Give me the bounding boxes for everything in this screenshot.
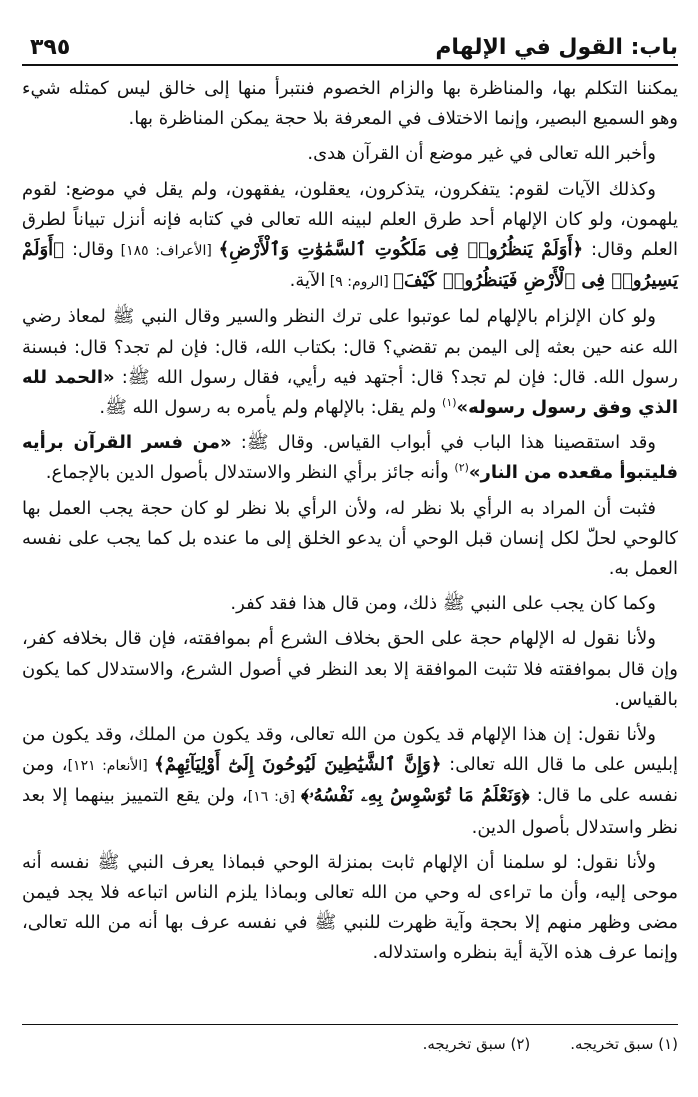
verse-reference: [الأنعام: ١٢١]: [67, 758, 155, 775]
paragraph: ولأنا نقول له الإلهام حجة على الحق بخلاف الشرع أم بموافقته، فإن قال بخلافه كفر، وإن قال بموافقته فلا تثبت الموافقة إلا بعد النظر في أصول الشرع، والاستدلال كما يكون بالقياس.: [22, 628, 678, 710]
footnote: (٢) سبق تخريجه.: [422, 1035, 531, 1053]
footnotes: [22, 1024, 678, 1053]
paragraph: ولأنا نقول: إن هذا الإلهام قد يكون من الله تعالى، وقد يكون من الملك، وقد يكون من إبليس على ما قال الله تعالى: ﴿وَإِنَّ ٱلشَّيَٰطِينَ لَيُوحُونَ إِلَىٰٓ أَوْلِيَآئِهِمْ﴾ [الأنعام: ١٢١]، ومن نفسه على ما قال: ﴿وَنَعْلَمُ مَا تُوَسْوِسُ بِهِۦ نَفْسُهُۥ﴾ [ق: ١٦]، ولن يقع التمييز بينهما إلا بعد نظر واستدلال بأصول الدين.: [22, 724, 678, 838]
quran-quote: ﴿أَوَلَمْ يَسِيرُوا۟ فِى ٱلْأَرْضِ فَيَنظُرُوا۟ كَيْفَ﴾: [22, 239, 678, 292]
chapter-title: باب: القول في الإلهام: [435, 35, 678, 60]
quran-quote: ﴿وَإِنَّ ٱلشَّيَٰطِينَ لَيُوحُونَ إِلَىٰٓ أَوْلِيَآئِهِمْ﴾: [154, 754, 442, 776]
footnote: (١) سبق تخريجه.: [570, 1035, 678, 1053]
paragraph: وكذلك الآيات لقوم: يتفكرون، يتذكرون، يعقلون، يفقهون، ولم يقل في موضع: لقوم يلهمون، ولو كان الإلهام أحد طرق العلم لبينه الله تعالى في كتابه فإنه أنزل تبياناً لطرق العلم وقال: ﴿أَوَلَمْ يَنظُرُوا۟ فِى مَلَكُوتِ ٱلسَّمَٰوَٰتِ وَٱلْأَرْضِ﴾ [الأعراف: ١٨٥] وقال: ﴿أَوَلَمْ يَسِيرُوا۟ فِى ٱلْأَرْضِ فَيَنظُرُوا۟ كَيْفَ﴾ [الروم: ٩] الآية.: [22, 178, 679, 292]
verse-reference: [الروم: ٩]: [325, 274, 394, 291]
paragraph: وأخبر الله تعالى في غير موضع أن القرآن هدى.: [307, 143, 656, 165]
verse-reference: [الأعراف: ١٨٥]: [113, 243, 219, 260]
footnote-ref: (١): [442, 396, 457, 410]
paragraph: ولو كان الإلزام بالإلهام لما عوتبوا على ترك النظر والسير وقال النبي ﷺ لمعاذ رضي الله عنه حين بعثه إلى اليمن بم تقضي؟ قال: بكتاب الله، قال: فإن لم تجد؟ قال: فبسنة رسول الله. قال: فإن لم تجد؟ قال: أجتهد فيه رأيي، فقال رسول الله ﷺ: «الحمد لله الذي وفق رسول رسوله»$^{(١)}$ ولم يقل: بالإلهام ولم يأمره به رسول الله ﷺ.: [22, 306, 678, 419]
quran-quote: ﴿أَوَلَمْ يَنظُرُوا۟ فِى مَلَكُوتِ ٱلسَّمَٰوَٰتِ وَٱلْأَرْضِ﴾: [218, 239, 584, 261]
footnote-ref: (٢): [454, 461, 469, 475]
main-text: [22, 74, 678, 969]
paragraph: فثبت أن المراد به الرأي بلا نظر له، ولأن الرأي بلا نظر لو كان حجة يجب العمل بها كالوحي لحلّ لكل إنسان قبل الوحي أن يدعو الخلق إلى ما عنده بل كما يجب على نفسه العمل به.: [22, 497, 678, 580]
page-header: [22, 0, 678, 66]
paragraph: وكما كان يجب على النبي ﷺ ذلك، ومن قال هذا فقد كفر.: [230, 593, 656, 615]
quran-quote: ﴿وَنَعْلَمُ مَا تُوَسْوِسُ بِهِۦ نَفْسُهُۥ﴾: [301, 785, 530, 807]
verse-reference: [ق: ١٦]: [247, 789, 302, 806]
page-number: ٣٩٥: [30, 35, 71, 60]
paragraph: وقد استقصينا هذا الباب في أبواب القياس. وقال ﷺ: «من فسر القرآن برأيه فليتبوأ مقعده من النار»$^{(٢)}$ وأنه جائز برأي النظر والاستدلال بأصول الدين بالإجماع.: [22, 432, 678, 484]
hadith-quote: «الحمد لله الذي وفق رسول رسوله»: [22, 366, 678, 419]
paragraph: يمكننا التكلم بها، والمناظرة بها والزام الخصوم فنتبرأ منها إلى خالق ليس كمثله شيء وهو السميع البصير، وإنما الاختلاف في المعرفة بلا حجة يمكن المناظرة بها.: [22, 78, 678, 130]
hadith-quote: «من فسر القرآن برأيه فليتبوأ مقعده من النار»: [22, 432, 678, 484]
paragraph: ولأنا نقول: لو سلمنا أن الإلهام ثابت بمنزلة الوحي فبماذا يعرف النبي ﷺ نفسه أنه موحى إليه، وأن ما تراءى له وحي من الله تعالى وبماذا يلزم الناس اتباعه فلا يجد فيمن مضى وظهر منهم إلا بحجة وآية ظهرت للنبي ﷺ في نفسه عرف بها أنه من الله تعالى، وإنما عرف هذه الآية أية بنظره واستدلاله.: [22, 851, 678, 964]
